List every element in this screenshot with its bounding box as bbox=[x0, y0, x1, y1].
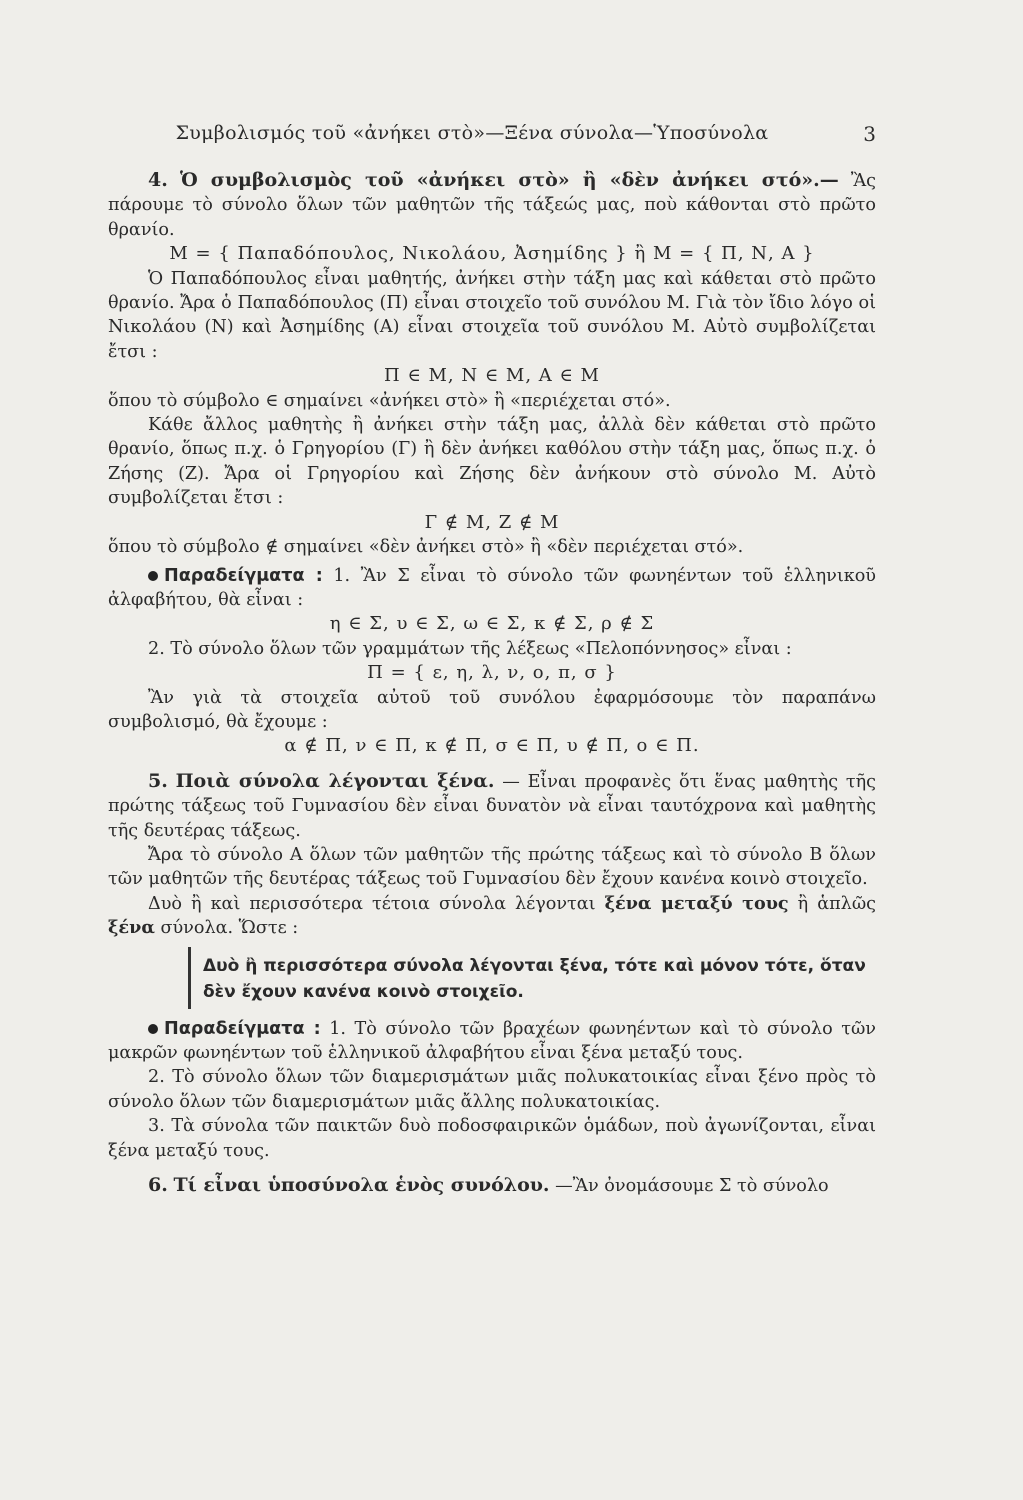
section-number: 5. bbox=[148, 769, 168, 792]
section-intro: Ἂς πάρουμε τὸ σύνολο ὅλων τῶν μαθητῶν τῆς τάξεώς μας, ποὺ κάθονται στὸ πρῶτο θρανίο. bbox=[108, 171, 876, 240]
text-run: Δυὸ ἢ καὶ περισσότερα τέτοια σύνολα λέγονται bbox=[148, 893, 596, 914]
emphasis: ξένα bbox=[108, 917, 155, 939]
section-title: Ποιὰ σύνολα λέγονται ξένα. bbox=[175, 769, 495, 792]
symbol-meaning: ὅπου τὸ σύμβολο ∈ σημαίνει «ἀνήκει στὸ» ἢ «περιέχεται στό». bbox=[108, 390, 671, 411]
example-formula: η ∈ Σ, υ ∈ Σ, ω ∈ Σ, κ ∉ Σ, ρ ∉ Σ bbox=[329, 613, 655, 635]
section-5-heading bbox=[108, 769, 876, 843]
running-title: Συμβολισμός τοῦ «ἀνήκει στὸ»—Ξένα σύνολα—Ὑποσύνολα bbox=[175, 122, 769, 144]
example-formula: α ∉ Π, ν ∈ Π, κ ∉ Π, σ ∈ Π, υ ∉ Π, ο ∈ Π. bbox=[284, 735, 700, 757]
examples-block bbox=[108, 564, 876, 613]
section-title: Ὁ συμβολισμὸς τοῦ «ἀνήκει στὸ» ἢ «δὲν ἀνήκει στό».— bbox=[179, 169, 839, 191]
page-body bbox=[108, 168, 876, 1198]
examples-label: Παραδείγματα : bbox=[164, 1018, 321, 1039]
definition-box: Δυὸ ἢ περισσότερα σύνολα λέγονται ξένα, τότε καὶ μόνον τότε, ὅταν δὲν ἔχουν κανένα κοινὸ στοιχεῖο. bbox=[188, 947, 876, 1009]
text-run: σύνολα. Ὥστε : bbox=[160, 918, 299, 939]
section-number: 6. bbox=[148, 1174, 168, 1197]
example-text: 2. Τὸ σύνολο ὅλων τῶν διαμερισμάτων μιᾶς πολυκατοικίας εἶναι ξένο πρὸς τὸ σύνολο ὅλων τῶν διαμερισμάτων μιᾶς ἄλλης πολυκατοικίας. bbox=[108, 1067, 876, 1112]
example-text: 1. Τὸ σύνολο τῶν βραχέων φωνηέντων καὶ τὸ σύνολο τῶν μακρῶν φωνηέντων τοῦ ἑλληνικοῦ ἀλφαβήτου εἶναι ξένα μεταξύ τους. bbox=[108, 1018, 876, 1063]
text-run: ἢ ἁπλῶς bbox=[797, 893, 877, 914]
emphasis: ξένα μεταξύ τους bbox=[604, 892, 789, 914]
page-number: 3 bbox=[863, 122, 876, 146]
section-4-heading bbox=[108, 168, 876, 242]
paragraph: Ὁ Παπαδόπουλος εἶναι μαθητής, ἀνήκει στὴν τάξη μας καὶ κάθεται στὸ πρῶτο θρανίο. Ἄρα ὁ Παπαδόπουλος (Π) εἶναι στοιχεῖο τοῦ συνόλου Μ. Γιὰ τὸν ἴδιο λόγο οἱ Νικολάου (Ν) καὶ Ἀσημίδης (Α) εἶναι στοιχεῖα τοῦ συνόλου Μ. Αὐτὸ συμβολίζεται ἔτσι : bbox=[108, 268, 876, 362]
membership-formula: Π ∈ Μ, Ν ∈ Μ, Α ∈ Μ bbox=[384, 365, 600, 387]
example-text: 3. Τὰ σύνολα τῶν παικτῶν δυὸ ποδοσφαιρικῶν ὁμάδων, ποὺ ἀγωνίζονται, εἶναι ξένα μεταξύ τους. bbox=[108, 1116, 876, 1161]
set-definition: Μ = { Παπαδόπουλος, Νικολάου, Ἀσημίδης } ἢ Μ = { Π, Ν, Α } bbox=[169, 243, 815, 265]
page-header bbox=[108, 122, 876, 150]
example-text: Ἂν γιὰ τὰ στοιχεῖα αὐτοῦ τοῦ συνόλου ἐφαρμόσουμε τὸν παραπάνω συμβολισμό, θὰ ἔχουμε : bbox=[108, 687, 876, 732]
examples-block bbox=[108, 1017, 876, 1066]
bullet-icon bbox=[148, 571, 158, 581]
non-membership-formula: Γ ∉ Μ, Ζ ∉ Μ bbox=[424, 511, 560, 533]
example-text: 2. Τὸ σύνολο ὅλων τῶν γραμμάτων τῆς λέξεως «Πελοπόννησος» εἶναι : bbox=[148, 638, 792, 659]
symbol-meaning: ὅπου τὸ σύμβολο ∉ σημαίνει «δὲν ἀνήκει στὸ» ἢ «δὲν περιέχεται στό». bbox=[108, 537, 744, 558]
example-text: 1. Ἂν Σ εἶναι τὸ σύνολο τῶν φωνηέντων τοῦ ἑλληνικοῦ ἀλφαβήτου, θὰ εἶναι : bbox=[108, 565, 877, 610]
bullet-icon bbox=[148, 1024, 158, 1034]
paragraph: Κάθε ἄλλος μαθητὴς ἢ ἀνήκει στὴν τάξη μας, ἀλλὰ δὲν κάθεται στὸ πρῶτο θρανίο, ὅπως π.χ. ὁ Γρηγορίου (Γ) ἢ δὲν ἀνήκει καθόλου στὴν τάξη μας, ὅπως π.χ. ὁ Ζήσης (Ζ). Ἄρα οἱ Γρηγορίου καὶ Ζήσης δὲν ἀνήκουν στὸ σύνολο Μ. Αὐτὸ συμβολίζεται ἔτσι : bbox=[108, 415, 876, 509]
paragraph: Ἄρα τὸ σύνολο Α ὅλων τῶν μαθητῶν τῆς πρώτης τάξεως καὶ τὸ σύνολο Β ὅλων τῶν μαθητῶν τῆς δευτέρας τάξεως τοῦ Γυμνασίου δὲν ἔχουν κανένα κοινὸ στοιχεῖο. bbox=[108, 844, 876, 890]
section-intro: —Ἂν ὀνομάσουμε Σ τὸ σύνολο bbox=[555, 1176, 829, 1197]
examples-label: Παραδείγματα : bbox=[164, 565, 323, 586]
section-6-heading bbox=[108, 1173, 876, 1198]
example-formula: Π = { ε, η, λ, ν, ο, π, σ } bbox=[367, 662, 617, 684]
section-number: 4. bbox=[148, 169, 168, 191]
paragraph bbox=[108, 892, 876, 941]
section-intro: — Εἶναι προφανὲς ὅτι ἕνας μαθητὴς τῆς πρώτης τάξεως τοῦ Γυμνασίου δὲν εἶναι δυνατὸν νὰ εἶναι ταυτόχρονα καὶ μαθητὴς τῆς δευτέρας τάξεως. bbox=[108, 771, 877, 841]
section-title: Τί εἶναι ὑποσύνολα ἑνὸς συνόλου. bbox=[173, 1174, 550, 1197]
